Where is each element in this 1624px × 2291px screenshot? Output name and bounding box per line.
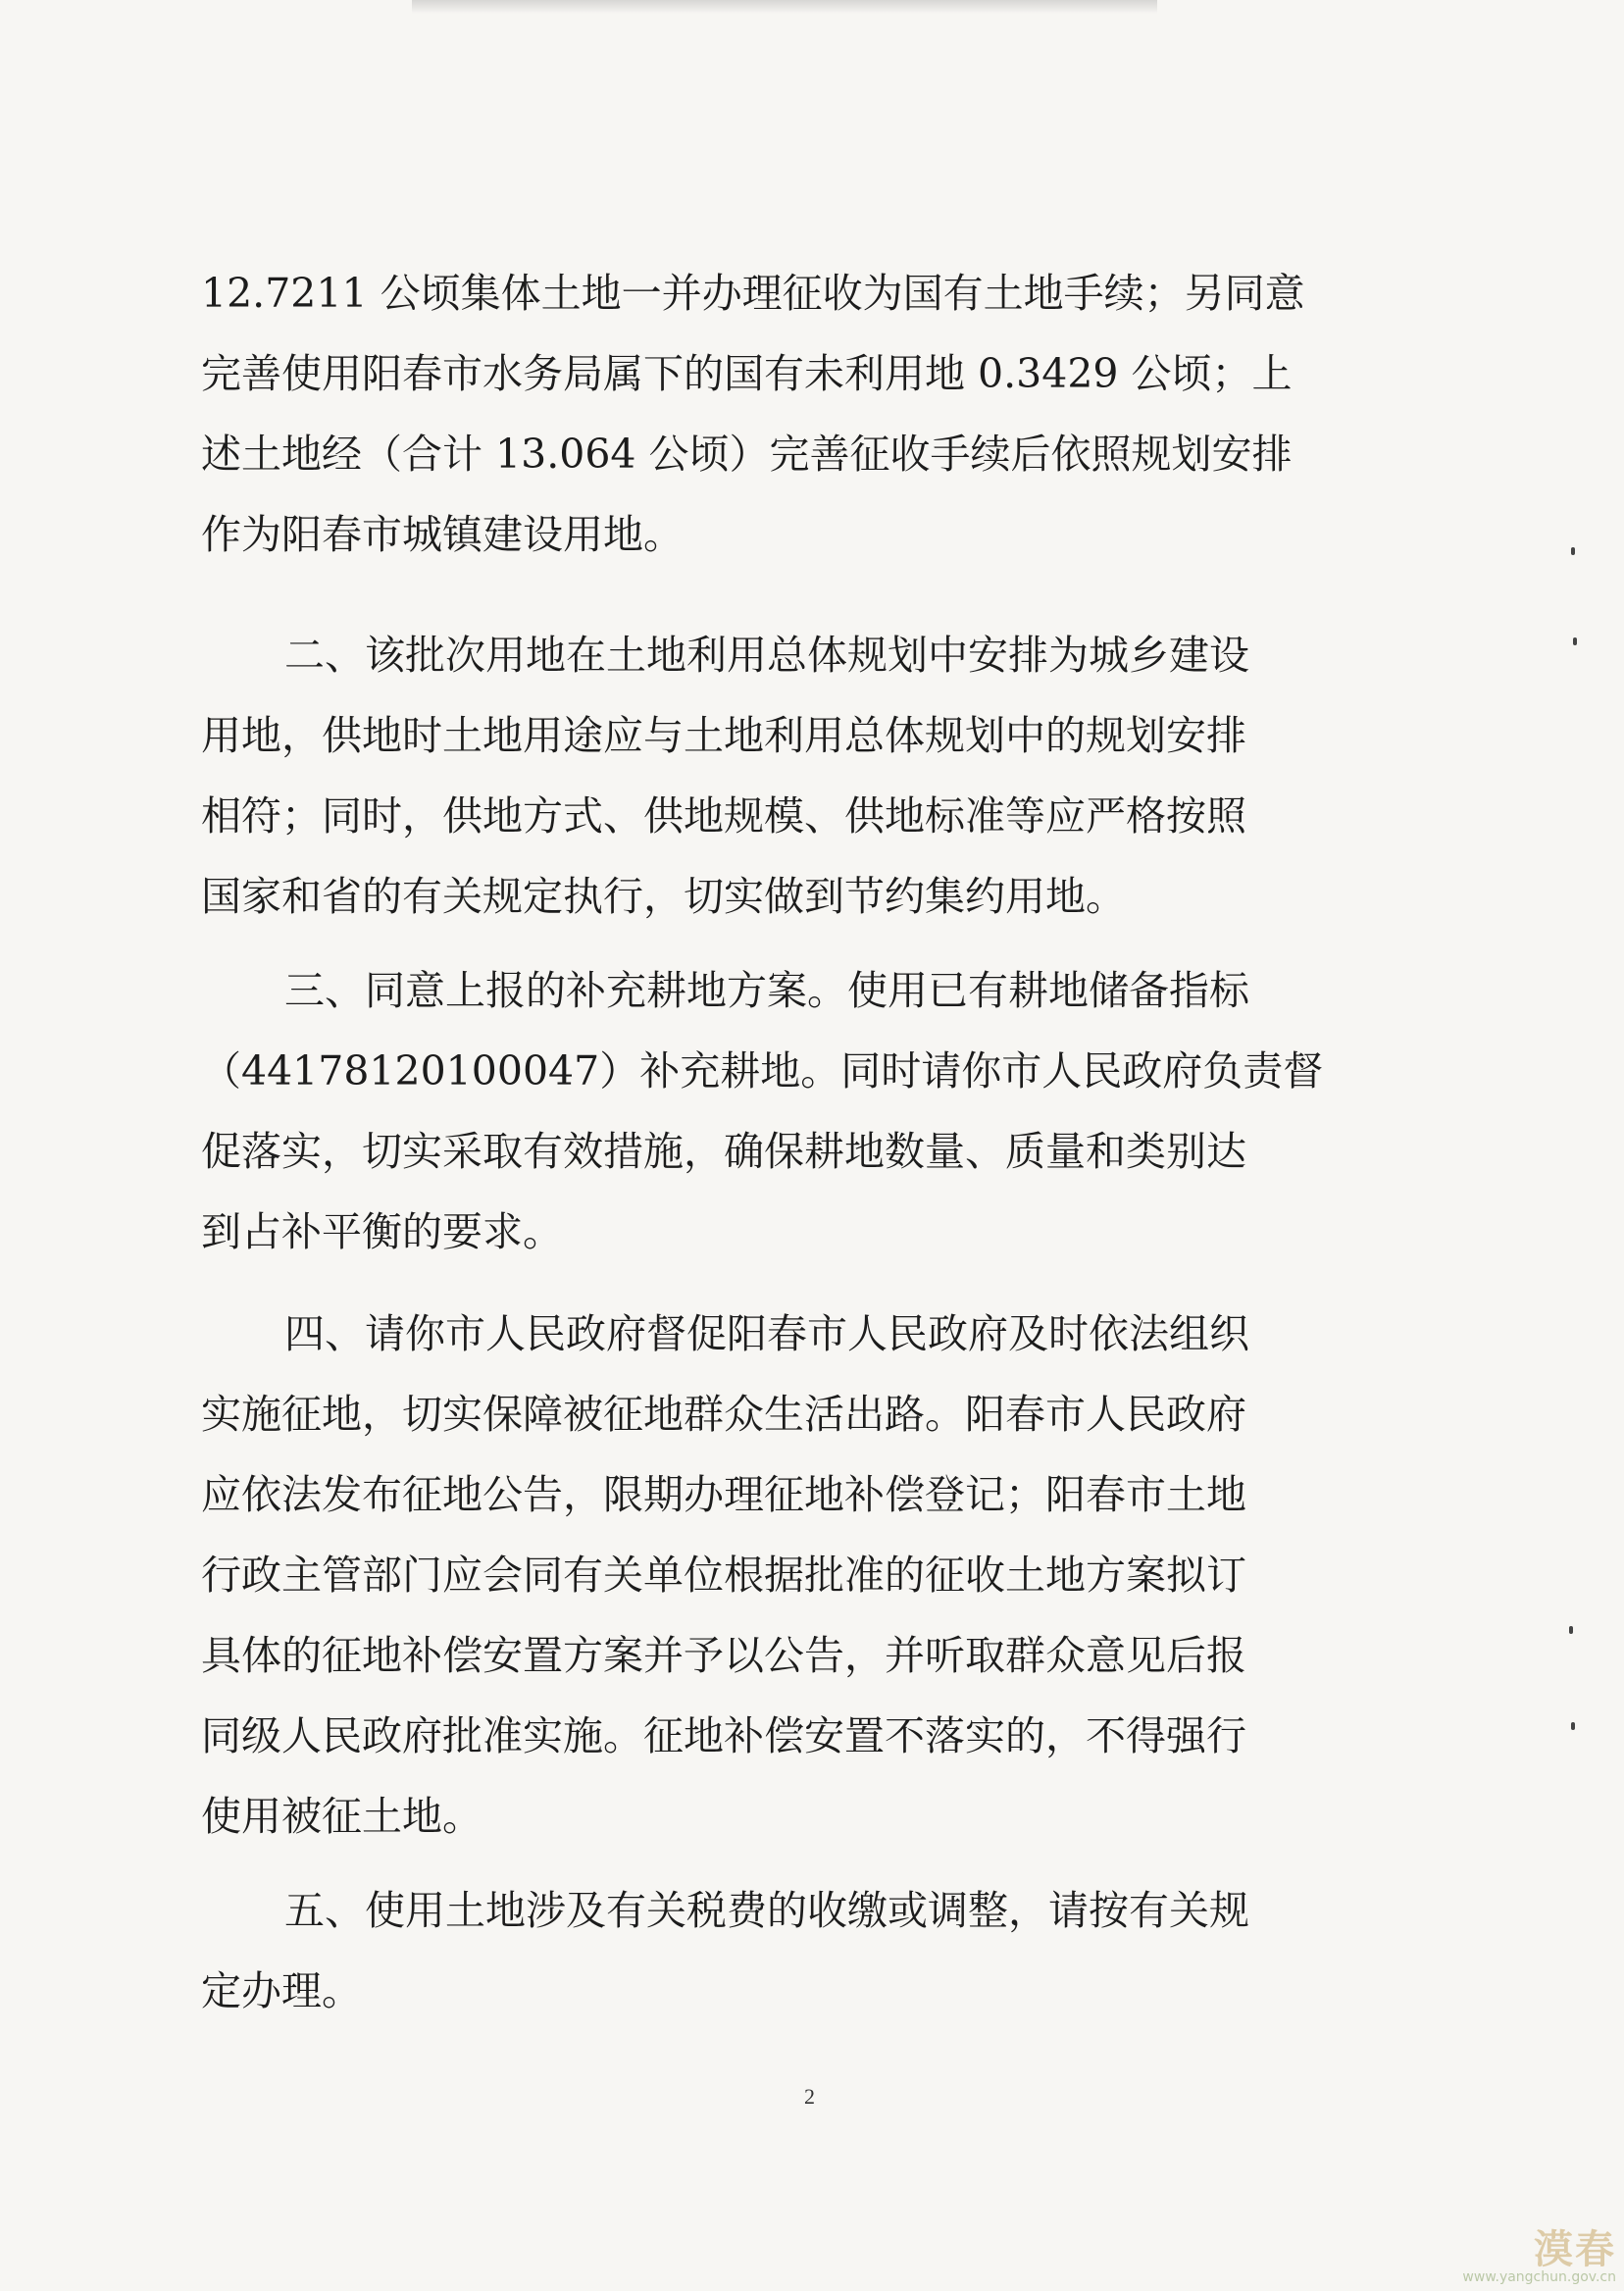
text-line: 五、使用土地涉及有关税费的收缴或调整，请按有关规 — [284, 1887, 1249, 1934]
scan-edge-shadow — [412, 0, 1157, 14]
text-line: 定办理。 — [201, 1967, 362, 2014]
text-line: 述土地经（合计 13.064 公顷）完善征收手续后依照规划安排 — [201, 431, 1293, 478]
text-line: 行政主管部门应会同有关单位根据批准的征收土地方案拟订 — [201, 1552, 1246, 1599]
text-line: 12.7211 公顷集体土地一并办理征收为国有土地手续；另同意 — [201, 270, 1305, 317]
watermark-logo: 漠春 — [1534, 2227, 1616, 2272]
text-line: 到占补平衡的要求。 — [201, 1208, 563, 1255]
scan-speck — [1569, 1626, 1573, 1634]
text-line: 用地，供地时土地用途应与土地利用总体规划中的规划安排 — [201, 712, 1246, 759]
text-line: 四、请你市人民政府督促阳春市人民政府及时依法组织 — [284, 1310, 1249, 1357]
text-line: 完善使用阳春市水务局属下的国有未利用地 0.3429 公顷；上 — [201, 350, 1293, 397]
page-number: 2 — [804, 2084, 815, 2109]
scan-speck — [1571, 1722, 1575, 1730]
text-line: 相符；同时，供地方式、供地规模、供地标准等应严格按照 — [201, 792, 1246, 840]
text-line: 同级人民政府批准实施。征地补偿安置不落实的，不得强行 — [201, 1712, 1246, 1759]
text-line: 三、同意上报的补充耕地方案。使用已有耕地储备指标 — [284, 967, 1249, 1014]
text-line: 应依法发布征地公告，限期办理征地补偿登记；阳春市土地 — [201, 1471, 1246, 1518]
text-line: （44178120100047）补充耕地。同时请你市人民政府负责督 — [201, 1047, 1324, 1095]
watermark-url: www.yangchun.gov.cn — [1462, 2269, 1616, 2285]
site-watermark — [1462, 2227, 1616, 2285]
text-line: 实施征地，切实保障被征地群众生活出路。阳春市人民政府 — [201, 1391, 1246, 1438]
scan-speck — [1571, 547, 1575, 555]
text-line: 作为阳春市城镇建设用地。 — [201, 511, 684, 558]
text-line: 使用被征土地。 — [201, 1793, 482, 1840]
text-line: 具体的征地补偿安置方案并予以公告，并听取群众意见后报 — [201, 1632, 1246, 1679]
text-line: 二、该批次用地在土地利用总体规划中安排为城乡建设 — [284, 632, 1249, 679]
text-line: 国家和省的有关规定执行，切实做到节约集约用地。 — [201, 873, 1126, 920]
text-line: 促落实，切实采取有效措施，确保耕地数量、质量和类别达 — [201, 1128, 1246, 1175]
scan-speck — [1573, 637, 1577, 645]
